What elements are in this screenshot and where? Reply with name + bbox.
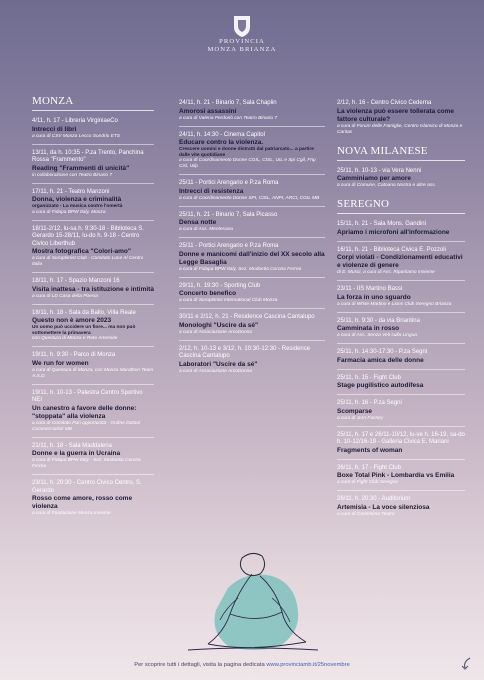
event-curator: a cura di LD Casa della Poesia (32, 293, 98, 299)
event-title: Laboratori "Uscire da sé" (179, 360, 258, 368)
event-curator: a cura di White Martino e Lions Club Seregno Brianza (337, 301, 452, 307)
event-curator: a cura di Questura di Monza, con Monza Marathon Team A.S.D. (32, 367, 154, 379)
event-list-seregno (337, 221, 465, 522)
woman-illustration (168, 528, 330, 656)
event-title: Camminata in rosso (337, 325, 400, 332)
event-title: Farmacia amica delle donne (337, 356, 424, 364)
event-date: 25/11, h. 15 - Fight Club (337, 374, 401, 381)
event-date: 18/11, h. 17 - Spazio Manzoni 16 (32, 278, 120, 284)
event-subtitle: Un uomo può uccidere un fiore... ma non può sottomettere la primavera (32, 325, 136, 336)
event-title: Educare contro la violenza. (179, 139, 264, 146)
event-curator: a cura di Ass. Senza Veli sulla Lingua (337, 333, 417, 338)
footer (0, 662, 484, 668)
event-title: Monologhi "Uscire da sé" (179, 321, 259, 329)
event-item (32, 310, 154, 348)
event-item (179, 132, 325, 176)
event-curator: a cura di Fondazione Monza Insieme (32, 511, 111, 516)
event-item (337, 168, 465, 194)
event-item (337, 100, 465, 140)
section-title-seregno: SEREGNO (337, 198, 465, 214)
event-title: Rosso come amore, rosso come violenza (32, 495, 133, 510)
event-item (337, 496, 465, 522)
event-item (337, 247, 465, 282)
event-date: 26/11, h. 20:30 - Auditorium (337, 496, 411, 502)
event-title: Intrecci di resistenza (179, 187, 244, 195)
event-title: Reading "Frammenti di unicità" (32, 164, 130, 172)
event-date: 25/11 - Portici Arengario e P.za Roma (179, 180, 279, 186)
event-item (179, 346, 325, 379)
event-title: Apriamo i microfoni all'informazione (337, 228, 450, 236)
event-item (32, 352, 154, 385)
event-item (337, 432, 465, 460)
event-list-monza (32, 118, 154, 521)
logo-line2: MONZA BRIANZA (207, 46, 277, 53)
event-date: 29/11, h. 19:30 - Sporting Club (179, 282, 261, 289)
column-monza (32, 95, 154, 526)
event-item (32, 189, 154, 221)
event-item (179, 180, 325, 207)
event-title: Camminiamo per amore (337, 175, 412, 182)
event-item (32, 480, 154, 521)
event-title: Un canestro a favore delle donne: "stoppata" alla violenza (32, 404, 137, 420)
event-curator: a cura di Valeria Perdonò con Teatro Binario 7 (179, 115, 278, 121)
event-title: La violenza può essere tollerata come fattore culturale? (337, 107, 455, 123)
event-date: 23/11 - IIS Martino Bassi (337, 286, 403, 292)
event-date: 15/11, h. 21 - Sala Mons. Gandini (337, 221, 426, 227)
event-item (32, 443, 154, 476)
event-date: 19/11, h. 10-13 - Palestra Centro Sportivo NEI (32, 389, 143, 403)
event-title: Boxe Total Pink - Lombardia vs Emilia (337, 472, 455, 479)
event-date: 30/11 e 2/12, h. 21 - Residence Cascina Cantalupo (179, 314, 315, 320)
event-title: Concerto benefico (179, 290, 237, 297)
event-date: 13/11, da h. 10:35 - P.za Trento, Panchina Rossa "Frammento" (32, 149, 144, 163)
logo-line1: PROVINCIA (219, 38, 265, 45)
column-right (337, 100, 465, 527)
event-date: 25/11, h. 17 e 26/11-10/12, lu-ve h. 16-19, sa-do h. 10-12/16-19 - Galleria Civica E. Mariani (337, 431, 465, 445)
event-curator: a cura di Fight Club Seregno (337, 480, 399, 485)
event-title: Intrecci di libri (32, 125, 77, 133)
event-date: 18/11-2/12, lu-sa h. 9:30-18 - Biblioteca S. Gerardo 15-28/11, lu-do h. 9-18 - Centro Civico Liberthub (32, 225, 144, 247)
event-date: 25/11, h. 14:30-17:30 - P.za Segni (337, 349, 428, 355)
event-date: 21/11, h. 18 - Sala Maddalena (32, 442, 112, 449)
event-list-monza-2 (179, 100, 325, 379)
event-curator: in collaborazione con Teatro Binario 7 (32, 172, 113, 178)
event-curator: a cura di Forum delle Famiglie, Centro Islamico di Monza e Caritas (337, 123, 463, 135)
event-title: Stage pugilistico autodifesa (337, 382, 424, 389)
event-date: 16/11, h. 21 - Biblioteca Civica E. Pozzoli (337, 246, 446, 253)
event-title: Donna, violenza e criminalità (32, 196, 122, 203)
event-title: La forza in uno sguardo (337, 293, 411, 301)
event-item (337, 375, 465, 396)
shield-icon (232, 14, 252, 38)
section-title-monza: MONZA (32, 95, 154, 111)
footer-text: Per scoprire tutti i dettagli, visita la pagina dedicata (134, 662, 265, 668)
event-item (179, 283, 325, 310)
event-date: 24/11, h. 14:30 - Cinema Capitol (179, 131, 265, 138)
event-item (179, 314, 325, 341)
event-date: 18/11, h. 18 - Sala da Ballo, Villa Reale (32, 309, 136, 316)
curved-arrow-icon (461, 657, 473, 671)
event-date: 25/11, h. 10-13 - via Vera Nenni (337, 167, 422, 174)
event-title: Donne e manicomi dall'inizio del XX secolo alla Legge Basaglia (179, 250, 325, 266)
event-title: Questo non è amore 2023 (32, 317, 112, 324)
event-date: 25/11, h. 21 - Binario 7, Sala Picasso (179, 211, 278, 218)
event-item (337, 400, 465, 427)
event-title: Corpi violati - Condizionamenti educativi e violenze di genere (337, 254, 463, 269)
footer-link[interactable]: www.provinciamb.it/25novembre (266, 662, 350, 668)
event-curator: a cura di CSV Monza Lecco Sondrio ETS (32, 133, 120, 139)
event-item (32, 150, 154, 184)
event-list-monza-3 (337, 100, 465, 140)
event-list-nova-milanese (337, 168, 465, 194)
event-item (32, 278, 154, 305)
event-item (32, 390, 154, 438)
event-curator: a cura di Jorn Factory (337, 415, 384, 421)
event-date: 2/12, h. 16 - Centro Civico Cederna (337, 100, 432, 106)
event-title: We run for women (32, 359, 89, 367)
event-curator: a cura di Fidapa BPW Italy, Monza (32, 209, 106, 215)
event-curator: a cura di Coordinamento Donne CGIL, CISL, UIL e Spi Cgil, Fnp Cisl, Uilp (179, 158, 316, 169)
event-item (337, 465, 465, 492)
event-subtitle: organizzato - La musica contro l'omertà (32, 204, 123, 209)
event-date: 25/11 - Portici Arengario e P.za Roma (179, 243, 279, 249)
event-curator: a cura di Soroptimist International Club Monza (179, 298, 278, 303)
event-title: Visita inattesa - tra istituzione e intimità (32, 285, 154, 293)
event-curator: a cura di Fidapa BPW Italy - Sez. Modoetia Corona Ferrea (32, 458, 141, 469)
event-curator: a cura di Fidapa BPW Italy, Sez. Modoetia Corona Ferrea (179, 266, 302, 272)
event-curator: a cura di Associazione ArcoDonna (179, 329, 252, 335)
event-curator: a cura di Comitato Pari opportunità - Ordine Dottori Commercialisti MB (32, 420, 141, 432)
event-date: 25/11, h. 16 - P.za Segni (337, 400, 402, 406)
event-title: Mostra fotografica "Colori-amo" (32, 248, 131, 255)
column-monza-continued (179, 100, 325, 384)
event-date: 25/11, h. 9:30 - da via Briantina (337, 317, 420, 324)
event-date: 19/11, h. 9:30 - Parco di Monza (32, 352, 116, 358)
event-curator: a cura di Soroptimist Club - Comitato Luce Al Centro Italia (32, 256, 144, 267)
event-date: 17/11, h. 21 - Teatro Manzoni (32, 188, 110, 195)
event-item (179, 212, 325, 239)
event-curator: a cura di Comune, Catoana Nostra e altre ass. (337, 183, 436, 188)
event-date: 4/11, h. 17 - Libreria VirginiaeCo (32, 118, 118, 124)
event-title: Amorosi assassini (179, 107, 237, 115)
event-item (32, 226, 154, 274)
event-curator: a cura di Carlomima Teatro (337, 511, 395, 517)
event-curator: di E. Musci, a cura di Ass. Ripartiamo Insieme (337, 270, 435, 275)
section-title-nova-milanese: NOVA MILANESE (337, 145, 465, 161)
event-title: Scomparse (337, 407, 373, 415)
event-title: Artemisia - La voce silenziosa (337, 503, 430, 511)
event-title: Donne e la guerra in Ucraina (32, 450, 121, 457)
event-curator: a cura di Ass. Mentesana (179, 227, 233, 232)
event-curator: con Questura di Monza e Rete Artemide (32, 336, 118, 341)
event-item (179, 100, 325, 127)
event-date: 2/12, h. 10-13 e 3/12, h. 10:30-12:30 - Residence Cascina Cantalupo (179, 345, 311, 359)
event-item (337, 349, 465, 370)
event-curator: a cura di Coordinamento Donne SPI, CISL, ANPI, ARCI, CGIL MB (179, 195, 320, 201)
event-date: 23/11, h. 20:30 - Centro Civico Centro, S. Gerardo (32, 480, 142, 494)
event-item (179, 243, 325, 278)
event-date: 26/11, h. 17 - Fight Club (337, 464, 401, 471)
province-logo (205, 14, 279, 54)
event-subtitle: Crescere uomini e donne distratti dal patriarcato... a partire dalle vite quotidiane (179, 147, 314, 158)
event-title: Densa notte (179, 219, 217, 226)
event-item (337, 318, 465, 345)
event-item (337, 221, 465, 242)
event-title: Fragments of woman (337, 446, 403, 454)
event-item (32, 118, 154, 145)
event-date: 24/11, h. 21 - Binario 7, Sala Chaplin (179, 100, 277, 106)
event-curator: a cura di Associazione ArcoDonna (179, 368, 252, 374)
event-item (337, 286, 465, 313)
